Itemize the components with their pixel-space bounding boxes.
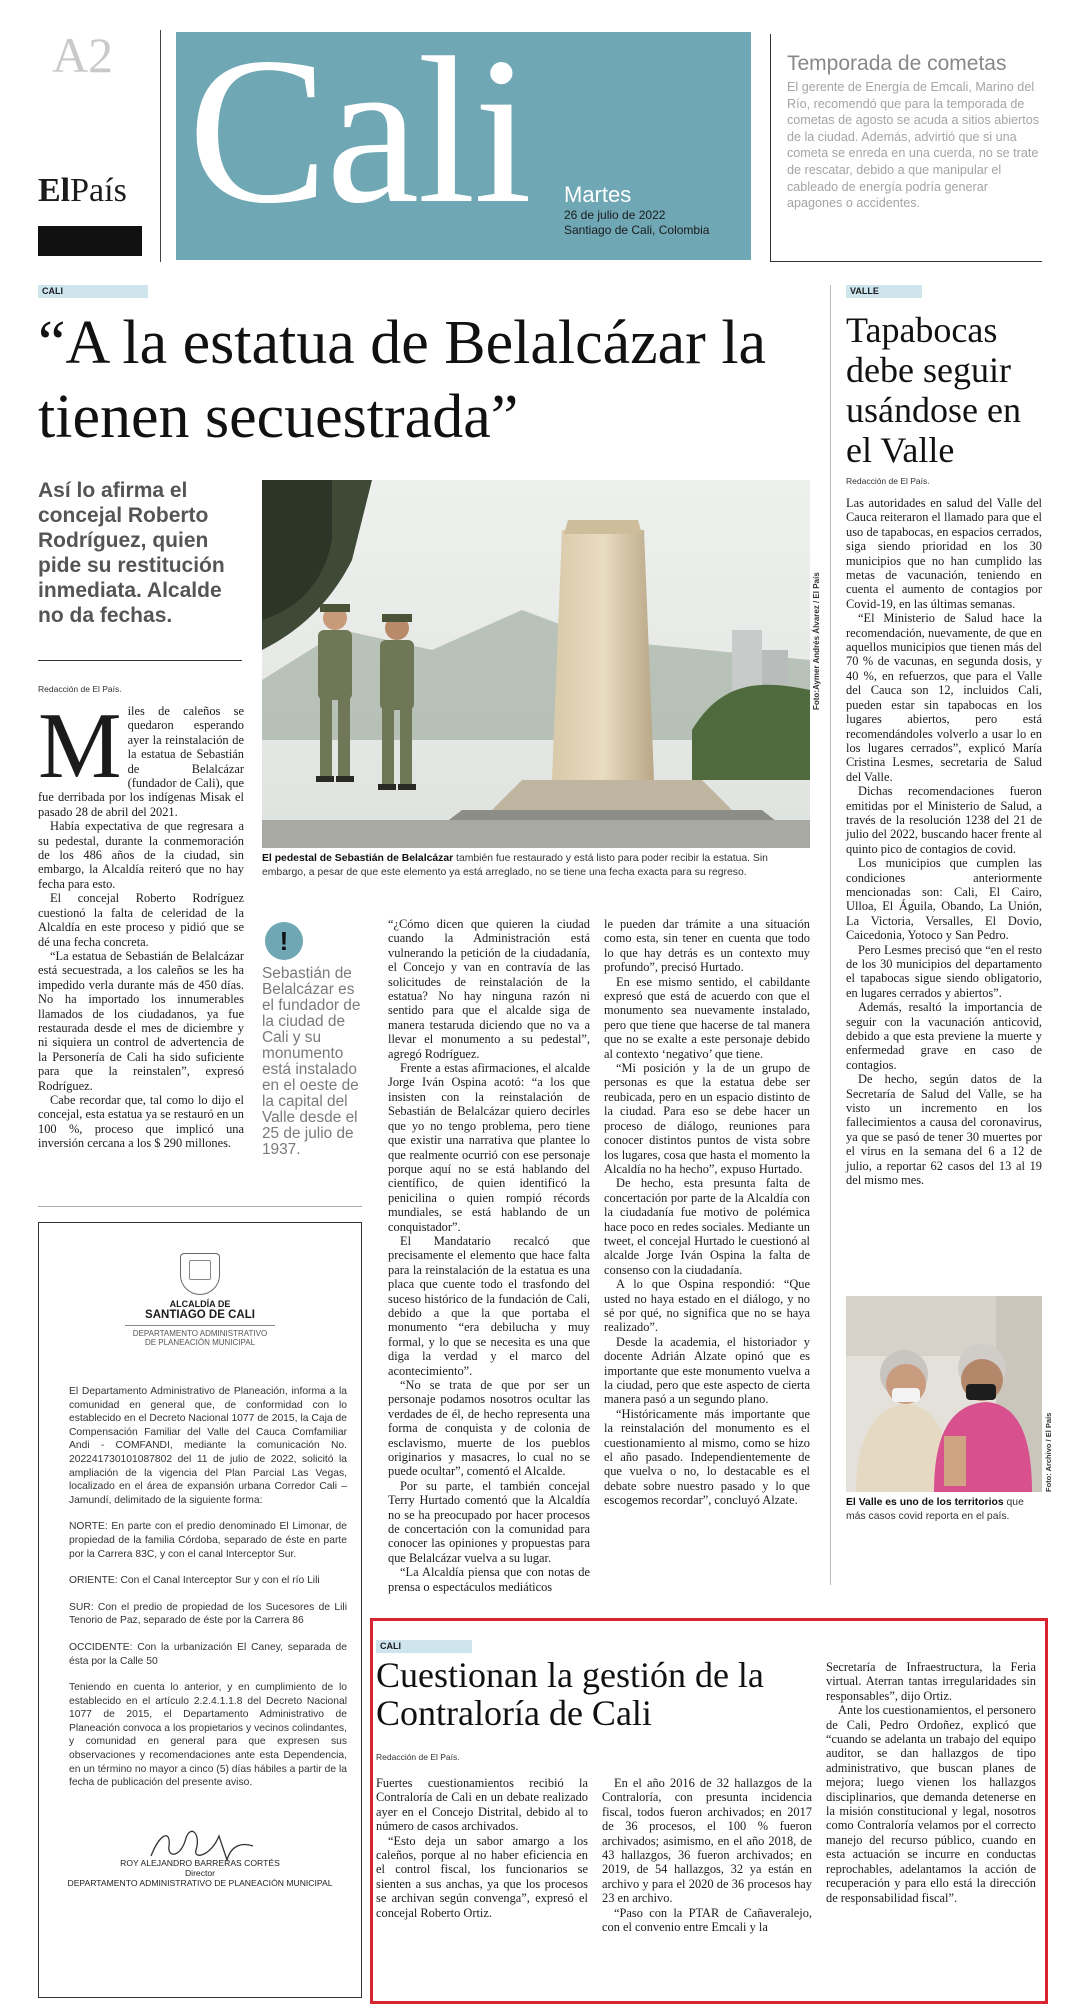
coat-of-arms-icon — [180, 1253, 220, 1295]
public-notice — [38, 1222, 362, 1998]
side-paragraph: De hecho, según datos de la Secretaría de Salud del Valle, se ha visto un incremento en los fallecimientos a causa del coronavirus, ya que se pasó de tener 30 muertes por el virus en la semana del 6 a 12 de julio, a reportar 62 casos del 13 al 19 del mismo mes. — [846, 1072, 1042, 1188]
bottom-paragraph: En el año 2016 de 32 hallazgos de la Contraloría, con presunta incidencia fiscal, todos fueron archivados; en 2017 de 36 procesos, el 100 % fueron archivados; asimismo, en el año 2018, de 43 hallazgos, 36 fueron archivados; en 2019, de 54 hallazgos, 32 ya están en archivo y para el 2020 de 36 procesos hay 23 en archivo. — [602, 1776, 812, 1906]
bottom-paragraph: “Paso con la PTAR de Cañaveralejo, con el convenio entre Emcali y la — [602, 1905, 812, 1935]
main-headline: “A la estatua de Belalcázar la tienen secuestrada” — [38, 309, 767, 451]
paper-logo-pais: País — [70, 172, 127, 209]
bottom-col-3 — [826, 1660, 1036, 1905]
side-caption-rest: que más casos covid reporta en el país. — [846, 1497, 1024, 1522]
bottom-col-1 — [376, 1776, 588, 1920]
caption-rest: también fue restaurado y está listo para poder recibir la estatua. Sin embargo, a pesar de que este elemento ya está arreglado, no se tiene una fecha exacta para su regreso. — [262, 853, 768, 878]
notice-signer: ROY ALEJANDRO BARRERAS CORTÉS — [120, 1857, 280, 1868]
paper-logo — [38, 174, 127, 208]
masthead-banner — [176, 32, 751, 260]
main-paragraph: Por su parte, el también concejal Terry Hurtado comentó que la Alcaldía no se ha preocupado por hacer procesos de concertación con la comunidad para conocer las opiniones y propuestas para que Belalcázar vuelva a su lugar. — [388, 1478, 590, 1565]
main-paragraph: le pueden dar trámite a una situación como esta, sin tener en cuenta que todo lo que hay detrás es un contexto muy profundo”, precisó Hurtado. — [604, 917, 810, 975]
notice-org-small: ALCALDÍA DE — [169, 1299, 231, 1309]
main-paragraph: Frente a estas afirmaciones, el alcalde Jorge Iván Ospina acotó: “a los que insisten con la reinstalación de Sebastián de Belalcázar quiero decirles que yo no tengo problema, pero tiene que existir una narrativa que plantee lo que realmente ocurrió con ese personaje porque aquí no se está hablando del científico, de quien identificó la penicilina o quien rompió récords mundiales, se está hablando de un conquistador”. — [388, 1061, 590, 1234]
notice-dept-2: DE PLANEACIÓN MUNICIPAL — [144, 1338, 256, 1347]
side-body — [846, 496, 1042, 1188]
section-tag-cali-2: CALI — [376, 1640, 472, 1653]
main-paragraph: “No se trata de que por ser un personaje podamos nosotros ocultar las verdades de él, de hecho representa una forma de conquista y de colonia de esclavismo, muerte de los pueblos originarios y masacres, lo cual no se puede ocultar”, comentó el Alcalde. — [388, 1378, 590, 1479]
notice-top-rule — [38, 1206, 362, 1207]
side-photo-caption — [846, 1496, 1042, 1523]
main-lead — [38, 694, 244, 819]
notice-signer-role: Director — [184, 1867, 216, 1878]
bottom-paragraph: Ante los cuestionamientos, el personero de Cali, Pedro Ordoñez, explicó que “cuando se adelanta un trabajo del equipo auditor, se dan hallazgos de tipo administrativo, que buscan planes de mejora; luego vienen los hallazgos disciplinarios, que demanda detenerse en la misión constitucional y legal, nosotros como Contraloría velamos por el correcto manejo del recurso público, cuando en esta actuación se incurre en conductas reprochables, adelantamos la acción de recuperación y para ello está la dirección de responsabilidad fiscal”. — [826, 1703, 1036, 1905]
bottom-paragraph: “Esto deja un sabor amargo a los caleños, porque al no haber eficiencia en el control fiscal, los funcionarios se sienten a sus anchas, ya que los procesos se archivan según convenga”, expresó el concejal Roberto Ortiz. — [376, 1833, 588, 1920]
main-photo-caption — [262, 852, 810, 879]
paper-logo-el: El — [38, 172, 71, 209]
side-photo-credit: Foto: Archivo / El País — [1044, 1412, 1053, 1492]
section-tag-valle: VALLE — [846, 285, 922, 298]
main-lead-text: iles de caleños se quedaron esperando ayer la reinstalación de la estatua de Sebastián de Belalcázar (fundador de Cali), que fue derribada por los indígenas Misak el pasado 28 de abril del 2021. — [38, 704, 244, 819]
main-col-3 — [604, 917, 810, 1508]
main-paragraph: “Históricamente más importante que la reinstalación del monumento es el cuestionamiento al mismo, como se hizo el año pasado. Independientemente de que vuelva o no, lo destacable es el debate sobre nuestro pasado y lo que escogemos recordar”, concluyó Alzate. — [604, 1406, 810, 1508]
main-paragraph: En ese mismo sentido, el cabildante expresó que está de acuerdo con que el monumento sea nuevamente instalado, pero que tiene que hacerse de tal manera que no se exalte a este personaje debido al contexto ‘negativo’ que tiene. — [604, 974, 810, 1061]
brief-box — [770, 34, 1042, 262]
side-paragraph: Las autoridades en salud del Valle del Cauca reiteraron el llamado para que el uso de tapabocas, en espacios cerrados, siga siendo prioridad en los 30 municipios que no han cumplido las metas de vacunación, teniendo en cuenta el aumento de contagios por Covid-19, en las últimas semanas. — [846, 496, 1042, 611]
notice-signer-dept: DEPARTAMENTO ADMINISTRATIVO DE PLANEACIÓN MUNICIPAL — [67, 1877, 333, 1888]
notice-paragraph: SUR: Con el predio de propiedad de los Sucesores de Lili Tenorio de Paz, separado de éste por la Carrera 86 — [69, 1601, 347, 1627]
main-paragraph: “¿Cómo dicen que quieren la ciudad cuando la Administración está vulnerando la petición de la ciudadanía, el Concejo y van en contravía de las solicitudes de reinstalación de la estatua? No hay ninguna razón ni sentido para que el alcalde siga de manera testaruda diciendo que no va a llevar el monumento a su pedestal”, agregó Rodríguez. — [388, 917, 590, 1061]
bottom-col-2 — [602, 1776, 812, 1934]
logo-bar — [38, 226, 142, 256]
brief-title: Temporada de cometas — [787, 52, 1007, 75]
deck-rule — [38, 660, 242, 661]
caption-lead: El pedestal de Sebastián de Belalcázar — [262, 853, 454, 864]
brief-text: El gerente de Energía de Emcali, Marino del Río, recomendó que para la temporada de cometas de agosto se acuda a sitios abiertos de la ciudad. Además, advirtió que si una cometa se enreda en una cuerda, no se trate de rescatar, debido a que manipular el cableado de energía podría generar apagones o accidentes. — [787, 80, 1040, 211]
main-paragraph: Había expectativa de que regresara a su pedestal, durante la conmemoración de los 486 años de la ciudad, sin embargo, la Alcaldía reiteró que no hay fecha para esto. — [38, 819, 244, 891]
weekday: Martes — [564, 182, 632, 207]
section-tag-cali: CALI — [38, 285, 148, 298]
side-headline: Tapabocas debe seguir usándose en el Valle — [846, 310, 1021, 470]
exclamation-icon: ! — [265, 922, 303, 960]
main-byline: Redacción de El País. — [38, 684, 122, 694]
side-paragraph: Los municipios que cumplen las condiciones anteriormente mencionadas son: Cali, El Cairo, Ulloa, El Águila, Obando, La Unión, La Victoria, Versalles, El Dovio, Caicedonia, Yotoco y San Pedro. — [846, 856, 1042, 943]
side-paragraph: Pero Lesmes precisó que “en el resto de los 30 municipios del departamento el tapabocas sigue siendo obligatorio, en lugares cerrados y abiertos”. — [846, 942, 1042, 1000]
main-paragraph: De hecho, esta presunta falta de concertación por parte de la Alcaldía con la ciudadanía fue motivo de polémica hace poco en redes sociales. Mediante un tweet, el concejal Hurtado le cuestionó al alcalde Jorge Iván Ospina la falta de consenso con la ciudadanía. — [604, 1176, 810, 1277]
main-paragraph: El concejal Roberto Rodríguez cuestionó la falta de celeridad de la Alcaldía en este proceso y pidió que se dé una fecha concreta. — [38, 891, 244, 949]
side-paragraph: “El Ministerio de Salud hace la recomendación, nuevamente, de que en aquellos municipios que tienen más del 70 % de vacunas, en segunda dosis, y 40 %, en refuerzos, que para el Valle del Cauca son 12, incluidos Cali, pueden estar sin tapabocas en los lugares abiertos, pero está recomendándoles volverlo a usar lo en los lugares cerrados”, explicó María Cristina Lesmes, secretaria de Salud del Valle. — [846, 611, 1042, 784]
notice-paragraph: OCCIDENTE: Con la urbanización El Caney, separada de ésta por la Calle 50 — [69, 1641, 347, 1667]
main-paragraph: “Mi posición y la de un grupo de personas es que la estatua debe ser reubicada, pero en un espacio distinto de la ciudad. Para eso se debe hacer un proceso de diálogo, reuniones para conocer distintos puntos de vista sobre los lugares, cosa que hasta el momento la Alcaldía no ha hecho”, expuso Hurtado. — [604, 1061, 810, 1176]
belalcazar-pedestal-photo — [262, 480, 810, 848]
main-deck: Así lo afirma el concejal Roberto Rodríguez, quien pide su restitución inmediata. Alcalde no da fechas. — [38, 479, 225, 627]
factbox-text: Sebastián de Belalcázar es el fundador de la ciudad de Cali y su monumento está instalado en el oeste de la capital del Valle desde el 25 de julio de 1937. — [262, 965, 361, 1158]
bottom-headline: Cuestionan la gestión de la Contraloría de Cali — [376, 1655, 764, 1733]
main-paragraph: “La Alcaldía piensa que con notas de prensa o espectáculos mediáticos — [388, 1565, 590, 1594]
masked-women-photo — [846, 1296, 1042, 1492]
bottom-paragraph: Secretaría de Infraestructura, la Feria virtual. Aterran tantas irregularidades sin responsables”, dijo Ortiz. — [826, 1660, 1036, 1703]
notice-body — [69, 1385, 347, 1790]
page-code: A2 — [52, 27, 114, 83]
bottom-paragraph: Fuertes cuestionamientos recibió la Contraloría de Cali en un debate realizado ayer en el Concejo Distrital, debido al to número de casos archivados. — [376, 1776, 588, 1834]
place: Santiago de Cali, Colombia — [564, 223, 710, 237]
main-paragraph: A lo que Ospina respondió: “Que usted no haya estado en el diálogo, y no sé por qué, no significa que no se haya realizado”. — [604, 1277, 810, 1335]
side-paragraph: Dichas recomendaciones fueron emitidas por el Ministerio de Salud, a través de la resolución 1238 del 21 de julio del 2022, buscando hacer frente al quinto pico de contagios de covid. — [846, 784, 1042, 856]
side-divider — [830, 285, 831, 1585]
main-paragraph: “La estatua de Sebastián de Belalcázar está secuestrada, a los caleños se les ha impedido verla durante más de 450 días. No ha importado los innumerables llamados de los ciudadanos, ya fue restaurada desde el mes de diciembre y ni siquiera un control de advertencia de la Personería de Cali ha sido suficiente para que la reinstalen”, expresó Rodríguez. — [38, 948, 244, 1093]
notice-paragraph: El Departamento Administrativo de Planeación, informa a la comunidad en general que, de conformidad con lo establecido en el Decreto Nacional 1077 de 2015, la Caja de Compensación Familiar del Valle del Cauca Comfamiliar Andi - COMFANDI, mediante la comunicación No. 202241730101087802 del 11 de julio de 2022, solicitó la ampliación de la vigencia del Plan Parcial Las Vegas, localizado en el área de expansión urbana Corredor Cali – Jamundí, delimitado de la siguiente forma: — [69, 1386, 347, 1506]
notice-paragraph: ORIENTE: Con el Canal Interceptor Sur y con el río Lili — [69, 1575, 320, 1587]
city-title: Cali — [188, 32, 530, 247]
bottom-byline: Redacción de El País. — [376, 1752, 460, 1762]
main-col-2 — [388, 917, 590, 1594]
main-paragraph: Desde la academia, el historiador y docente Adrián Alzate opinó que es importante que este monumento vuelva a la ciudad, pero que este aspecto de cierta manera pasó a un segundo plano. — [604, 1334, 810, 1407]
main-photo-credit: Foto:Aymer Andrés Álvarez / El País — [812, 572, 821, 710]
notice-paragraph: Teniendo en cuenta lo anterior, y en cumplimiento de lo establecido en el artículo 2.2.4.1.1.8 del Decreto Nacional 1077 de 2015, el Departamento Administrativo de Planeación convoca a los propietarios y vecinos colindantes, y comunidad en general para que expresen sus observaciones y recomendaciones ante esta Dependencia, en un término no mayor a cinco (5) días hábiles a partir de la fecha de publicación del presente aviso. — [69, 1682, 347, 1789]
side-paragraph: Además, resaltó la importancia de seguir con la vacunación anticovid, debido a que esta previene la muerte y enfermedad grave en caso de contagios. — [846, 1000, 1042, 1072]
notice-dept-1: DEPARTAMENTO ADMINISTRATIVO — [132, 1329, 268, 1338]
main-photo — [262, 480, 810, 848]
notice-paragraph: NORTE: En parte con el predio denominado El Limonar, de propiedad de la familia Córdoba, separado de éste en parte por la Carrera 83C, y con el canal Interceptor Sur. — [69, 1521, 347, 1560]
drop-cap: M — [38, 694, 122, 798]
side-byline: Redacción de El País. — [846, 476, 930, 486]
date: 26 de julio de 2022 — [564, 208, 666, 222]
main-paragraph: El Mandatario recalcó que precisamente el elemento que hace falta para la reinstalación de la estatua es una placa que cuente todo el trasfondo del suceso histórico de la fundación de Cali, debido a que la que portaba el monumento “era debilucha y muy formal, y lo que se necesita es una que diga la verdad y el marco del acontecimiento”. — [388, 1233, 590, 1378]
notice-org-big: SANTIAGO DE CALI — [145, 1309, 255, 1321]
masthead-divider — [160, 30, 161, 262]
main-paragraph: Cabe recordar que, tal como lo dijo el concejal, esta estatua ya se restauró en un 100 %, proceso que implicó una inversión cercana a los $ 290 millones. — [38, 1092, 244, 1151]
main-col-1 — [38, 694, 244, 1151]
side-photo — [846, 1296, 1042, 1492]
side-caption-lead: El Valle es uno de los territorios — [846, 1497, 1004, 1508]
